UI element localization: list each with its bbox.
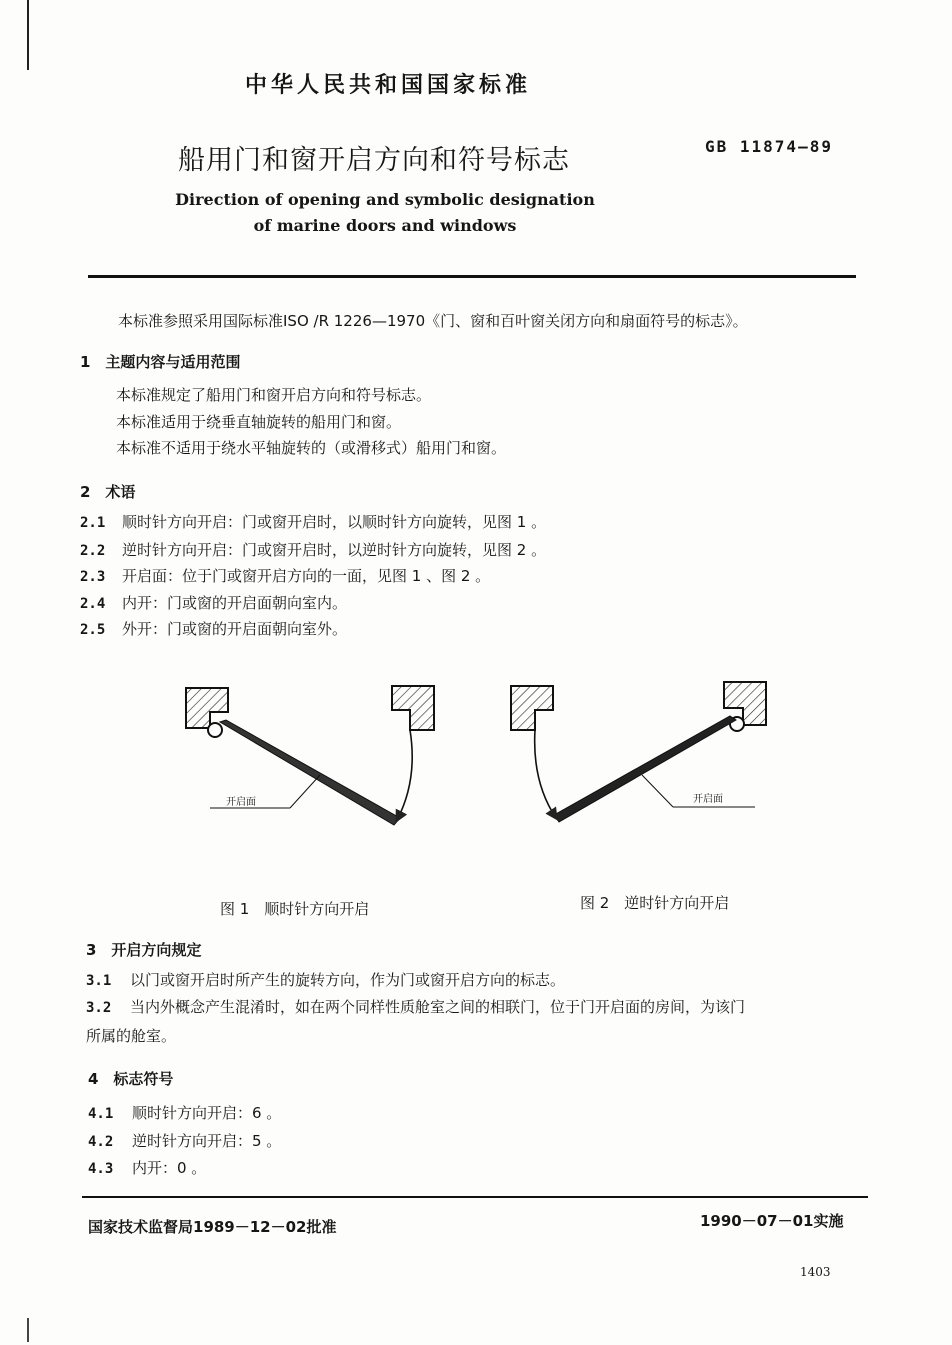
- section-3-heading: 3 开启方向规定: [86, 941, 202, 959]
- hinge-icon: [208, 723, 222, 737]
- section-1-heading: 1 主题内容与适用范围: [80, 353, 241, 371]
- item-text: 当内外概念产生混淆时，如在两个同样性质舱室之间的相联门，位于门开启面的房间，为该门: [130, 998, 746, 1016]
- figure-2-caption: 图 2 逆时针方向开启: [580, 894, 730, 912]
- section-3-continuation: 所属的舱室。: [86, 1027, 177, 1045]
- effective-date: 1990－07－01实施: [700, 1212, 844, 1230]
- section-1-line: 本标准适用于绕垂直轴旋转的船用门和窗。: [116, 413, 402, 431]
- figure-1: [186, 686, 434, 825]
- item-number: 4.1: [88, 1106, 114, 1122]
- section-1-line: 本标准不适用于绕水平轴旋转的（或滑移式）船用门和窗。: [116, 439, 507, 457]
- section-4-item: [88, 1158, 206, 1179]
- frame-right-hatched: [392, 686, 434, 730]
- item-number: 3.2: [86, 1000, 112, 1016]
- section-3-item: [86, 997, 745, 1018]
- figures-diagram: [170, 670, 790, 840]
- section-4-item: [88, 1103, 281, 1124]
- opening-face-label: 开启面: [226, 797, 256, 808]
- item-number: 2.4: [80, 596, 106, 612]
- item-number: 3.1: [86, 973, 112, 989]
- item-text: 以门或窗开启时所产生的旋转方向，作为门或窗开启方向的标志。: [130, 971, 566, 989]
- section-2-item: [80, 540, 546, 561]
- item-number: 4.3: [88, 1161, 114, 1177]
- item-text: 外开：门或窗的开启面朝向室外。: [122, 620, 348, 638]
- intro-paragraph: 本标准参照采用国际标准ISO /R 1226—1970《门、窗和百叶窗关闭方向和扇面符号的标志》。: [118, 312, 748, 330]
- item-number: 2.5: [80, 622, 106, 638]
- document-title-cn: 船用门和窗开启方向和符号标志: [178, 145, 570, 176]
- section-2-heading: 2 术语: [80, 483, 136, 501]
- item-text: 内开：0 。: [132, 1159, 207, 1177]
- left-margin-mark-bottom: [27, 1318, 29, 1342]
- section-2-item: [80, 593, 347, 614]
- figure-1-caption: 图 1 顺时针方向开启: [220, 900, 370, 918]
- page-number: 1403: [800, 1265, 831, 1279]
- item-text: 开启面：位于门或窗开启方向的一面，见图 1 、图 2 。: [122, 567, 491, 585]
- item-text: 逆时针方向开启：门或窗开启时，以逆时针方向旋转，见图 2 。: [122, 541, 547, 559]
- swing-arc: [397, 730, 412, 820]
- opening-face-label: 开启面: [693, 794, 723, 805]
- section-2-item: [80, 512, 546, 533]
- item-text: 逆时针方向开启：5 。: [132, 1132, 282, 1150]
- section-4-item: [88, 1131, 281, 1152]
- approval-date: 国家技术监督局1989－12－02批准: [88, 1218, 337, 1236]
- section-2-item: [80, 566, 490, 587]
- standard-number: GB 11874—89: [705, 137, 833, 156]
- section-2-item: [80, 619, 347, 640]
- item-number: 2.2: [80, 543, 106, 559]
- section-1-line: 本标准规定了船用门和窗开启方向和符号标志。: [116, 386, 432, 404]
- header-rule: [88, 275, 856, 278]
- item-text: 顺时针方向开启：门或窗开启时，以顺时针方向旋转，见图 1 。: [122, 513, 547, 531]
- swing-arc: [535, 730, 556, 818]
- item-number: 2.1: [80, 515, 106, 531]
- section-3-item: [86, 970, 565, 991]
- document-title-en-line1: Direction of opening and symbolic designation: [175, 190, 595, 209]
- footer-rule: [82, 1196, 868, 1198]
- item-number: 2.3: [80, 569, 106, 585]
- frame-left-hatched: [511, 686, 553, 730]
- section-4-heading: 4 标志符号: [88, 1070, 174, 1088]
- door-leaf: [220, 720, 400, 825]
- left-margin-mark: [27, 0, 29, 70]
- item-text: 顺时针方向开启：6 。: [132, 1104, 282, 1122]
- item-text: 内开：门或窗的开启面朝向室内。: [122, 594, 348, 612]
- figure-2: [511, 682, 766, 822]
- door-leaf: [554, 716, 736, 822]
- item-number: 4.2: [88, 1134, 114, 1150]
- standard-label: 中华人民共和国国家标准: [245, 73, 532, 98]
- document-title-en-line2: of marine doors and windows: [253, 216, 517, 235]
